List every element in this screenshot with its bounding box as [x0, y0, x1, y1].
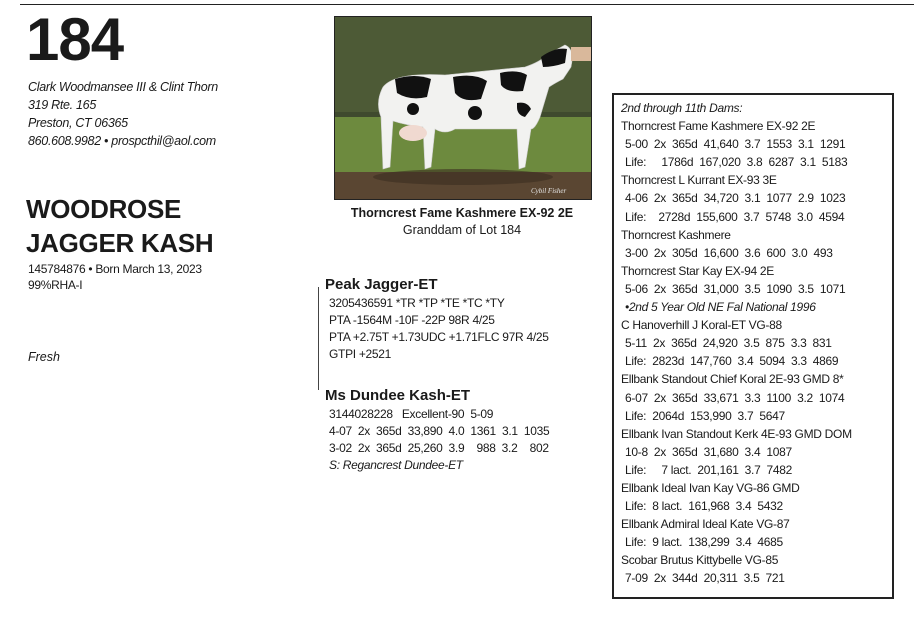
dam-line: 3-02 2x 365d 25,260 3.9 988 3.2 802	[329, 441, 549, 455]
sire-name: Peak Jagger-ET	[325, 276, 438, 293]
sire-line: GTPI +2521	[329, 347, 392, 361]
dam-line: 4-07 2x 365d 33,890 4.0 1361 3.1 1035	[329, 424, 550, 438]
registration-block	[28, 261, 202, 293]
dam-entry-record: Life: 9 lact. 138,299 3.4 4685	[625, 535, 783, 550]
dam-entry-record: 3-00 2x 305d 16,600 3.6 600 3.0 493	[625, 245, 833, 260]
sire-block	[326, 275, 549, 363]
dam-entry-name: Thorncrest Kashmere	[621, 227, 731, 242]
dam-entry-record: 6-07 2x 365d 33,671 3.3 1100 3.2 1074	[625, 390, 845, 405]
dam-entry-name: Thorncrest Fame Kashmere EX-92 2E	[621, 119, 816, 134]
pedigree-bracket	[318, 287, 319, 390]
dam-sire-line: S: Regancrest Dundee-ET	[329, 458, 463, 472]
dam-entry-name: Thorncrest Star Kay EX-94 2E	[621, 263, 775, 278]
dam-entry-record: 5-06 2x 365d 31,000 3.5 1090 3.5 1071	[625, 281, 846, 296]
animal-name	[26, 192, 213, 260]
status-text: Fresh	[28, 350, 60, 364]
top-rule	[20, 4, 914, 5]
dams-box-header: 2nd through 11th Dams:	[621, 101, 743, 115]
consignor-address2: Preston, CT 06365	[28, 116, 128, 130]
dam-entry-note: •2nd 5 Year Old NE Fal National 1996	[625, 300, 816, 315]
photo-caption	[334, 205, 590, 239]
dam-entry-record: Life: 1786d 167,020 3.8 6287 3.1 5183	[625, 155, 848, 170]
cow-photo	[334, 16, 592, 200]
consignor-contact: 860.608.9982 • prospcthil@aol.com	[28, 134, 216, 148]
dam-entry-name: Ellbank Ivan Standout Kerk 4E-93 GMD DOM	[621, 426, 852, 441]
rha-line: 99%RHA-I	[28, 278, 83, 292]
animal-name-line2: JAGGER KASH	[26, 228, 214, 258]
dam-entry-record: 7-09 2x 344d 20,311 3.5 721	[625, 571, 785, 586]
dam-entry-record: Life: 2064d 153,990 3.7 5647	[625, 408, 785, 423]
dam-entry-name: Ellbank Ideal Ivan Kay VG-86 GMD	[621, 480, 800, 495]
dam-entry-record: 4-06 2x 365d 34,720 3.1 1077 2.9 1023	[625, 191, 846, 206]
dam-entry-name: Thorncrest L Kurrant EX-93 3E	[621, 173, 777, 188]
photographer-mark: Cybil Fisher	[531, 187, 567, 195]
dam-block	[326, 386, 549, 474]
dam-entry-record: Life: 2823d 147,760 3.4 5094 3.3 4869	[625, 354, 839, 369]
dam-entry-record: 10-8 2x 365d 31,680 3.4 1087	[625, 444, 792, 459]
consignor-name: Clark Woodmansee III & Clint Thorn	[28, 80, 218, 94]
cow-illustration	[335, 17, 591, 199]
dams-box	[612, 93, 894, 599]
dam-entry-name: Scobar Brutus Kittybelle VG-85	[621, 553, 779, 568]
consignor-address1: 319 Rte. 165	[28, 98, 96, 112]
animal-name-line1: WOODROSE	[26, 194, 182, 224]
dam-entry-record: Life: 7 lact. 201,161 3.7 7482	[625, 462, 793, 477]
photo-caption-title: Thorncrest Fame Kashmere EX-92 2E	[350, 206, 574, 220]
dam-entry-record: 5-00 2x 365d 41,640 3.7 1553 3.1 1291	[625, 137, 846, 152]
dam-name: Ms Dundee Kash-ET	[325, 387, 471, 404]
dam-entry-name: Ellbank Admiral Ideal Kate VG-87	[621, 517, 790, 532]
dam-entry-name: C Hanoverhill J Koral-ET VG-88	[621, 318, 782, 333]
dam-line: 3144028228 Excellent-90 5-09	[329, 407, 494, 421]
registration-line: 145784876 • Born March 13, 2023	[28, 262, 202, 276]
sire-line: 3205436591 *TR *TP *TE *TC *TY	[329, 296, 505, 310]
sire-line: PTA +2.75T +1.73UDC +1.71FLC 97R 4/25	[329, 330, 549, 344]
sire-line: PTA -1564M -10F -22P 98R 4/25	[329, 313, 495, 327]
dam-entry-record: Life: 2728d 155,600 3.7 5748 3.0 4594	[625, 209, 845, 224]
lot-number: 184	[26, 6, 124, 73]
dam-entry-record: Life: 8 lact. 161,968 3.4 5432	[625, 499, 783, 514]
consignor-block	[28, 78, 218, 150]
photo-caption-sub: Granddam of Lot 184	[402, 223, 522, 237]
dam-entry-name: Ellbank Standout Chief Koral 2E-93 GMD 8*	[621, 372, 844, 387]
dam-entry-record: 5-11 2x 365d 24,920 3.5 875 3.3 831	[625, 336, 832, 351]
